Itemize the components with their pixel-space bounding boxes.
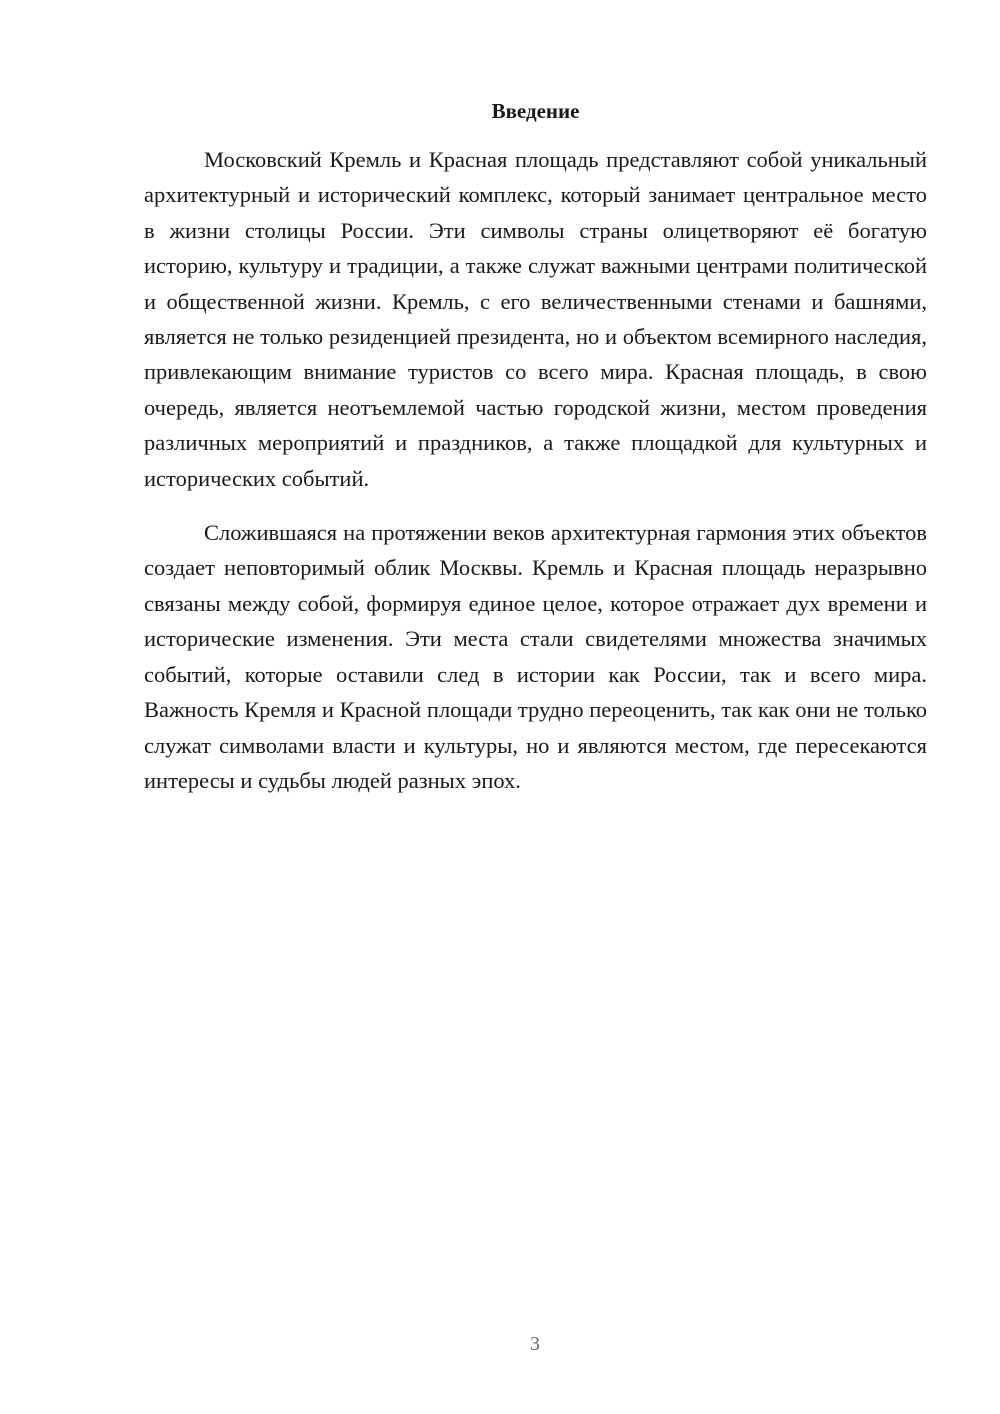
document-body xyxy=(144,142,927,798)
paragraph-introduction-2: Сложившаяся на протяжении веков архитектурная гармония этих объектов создает неповторимый облик Москвы. Кремль и Красная площадь неразрывно связаны между собой, формируя единое целое, которое отражает дух времени и исторические изменения. Эти места стали свидетелями множества значимых событий, которые оставили след в истории как России, так и всего мира. Важность Кремля и Красной площади трудно переоценить, так как они не только служат символами власти и культуры, но и являются местом, где пересекаются интересы и судьбы людей разных эпох. xyxy=(144,520,927,793)
page-title: Введение xyxy=(491,99,580,123)
page-number: 3 xyxy=(530,1333,540,1355)
paragraph-introduction-1: Московский Кремль и Красная площадь представляют собой уникальный архитектурный и исторический комплекс, который занимает центральное место в жизни столицы России. Эти символы страны олицетворяют её богатую историю, культуру и традиции, а также служат важными центрами политической и общественной жизни. Кремль, с его величественными стенами и башнями, является не только резиденцией президента, но и объектом всемирного наследия, привлекающим внимание туристов со всего мира. Красная площадь, в свою очередь, является неотъемлемой частью городской жизни, местом проведения различных мероприятий и праздников, а также площадкой для культурных и исторических событий. xyxy=(144,147,927,491)
